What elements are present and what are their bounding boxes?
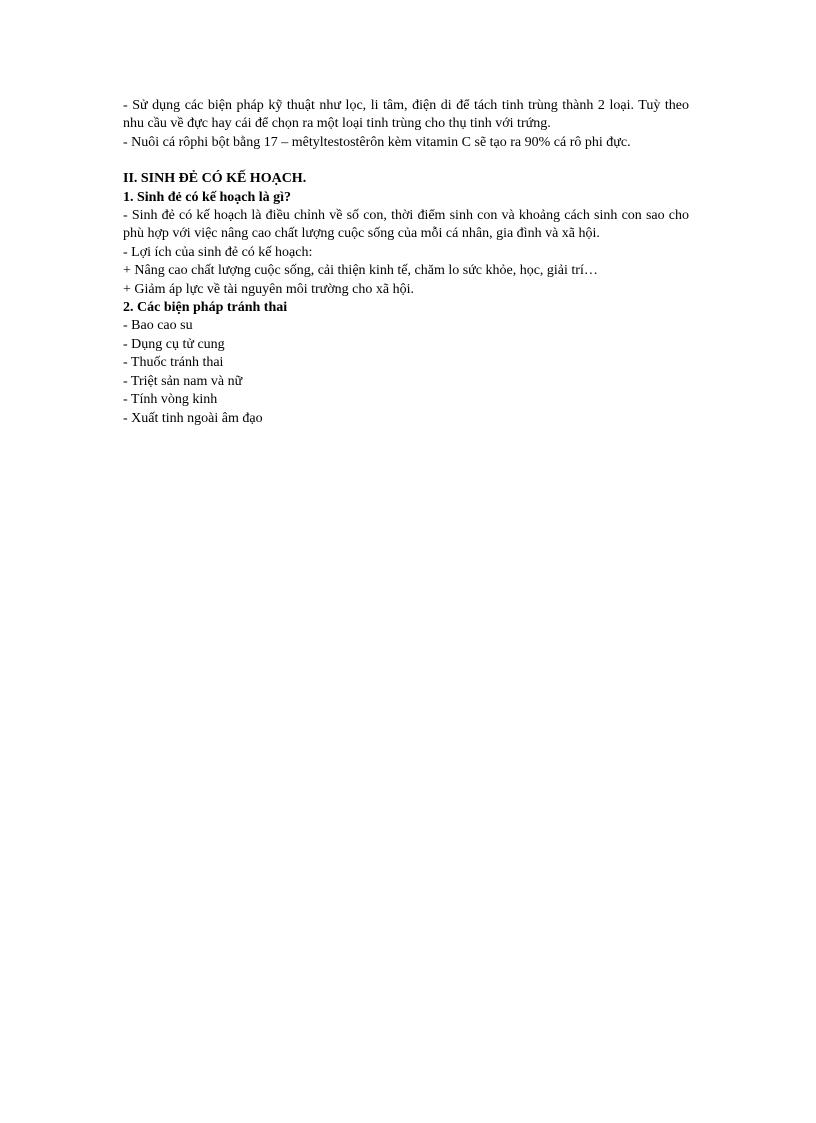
method-list-item: - Xuất tinh ngoài âm đạo	[123, 410, 263, 426]
intro-paragraph-sperm-separation: - Sử dụng các biện pháp kỹ thuật như lọc, li tâm, điện di để tách tinh trùng thành 2 loại. Tuỳ theo nhu cầu về đực hay cái để chọn ra một loại tinh trùng cho thụ tinh với trứng.	[123, 98, 689, 132]
benefit-item: + Nâng cao chất lượng cuộc sống, cải thiện kinh tế, chăm lo sức khỏe, học, giải trí…	[123, 263, 598, 279]
method-list-item: - Triệt sản nam và nữ	[123, 373, 243, 389]
intro-paragraph-tilapia: - Nuôi cá rôphi bột bằng 17 – mêtyltestostêrôn kèm vitamin C sẽ tạo ra 90% cá rô phi đực.	[123, 134, 631, 150]
method-list-item: - Tính vòng kinh	[123, 392, 218, 408]
subheading-what-is-family-planning: 1. Sinh đẻ có kế hoạch là gì?	[123, 189, 292, 205]
benefits-intro: - Lợi ích của sinh đẻ có kế hoạch:	[123, 244, 313, 260]
section-spacer	[123, 152, 689, 170]
method-list-item: - Dụng cụ tử cung	[123, 336, 225, 352]
section-heading-family-planning: II. SINH ĐẺ CÓ KẾ HOẠCH.	[123, 171, 307, 187]
subheading-contraceptive-methods: 2. Các biện pháp tránh thai	[123, 300, 288, 316]
benefit-item: + Giảm áp lực về tài nguyên môi trường cho xã hội.	[123, 281, 414, 297]
method-list-item: - Bao cao su	[123, 318, 193, 334]
family-planning-definition: - Sinh đẻ có kế hoạch là điều chỉnh về số con, thời điểm sinh con và khoảng cách sinh con sao cho phù hợp với việc nâng cao chất lượng cuộc sống của mỗi cá nhân, gia đình và xã hội.	[123, 208, 689, 242]
document-page	[123, 97, 689, 428]
method-list-item: - Thuốc tránh thai	[123, 355, 224, 371]
